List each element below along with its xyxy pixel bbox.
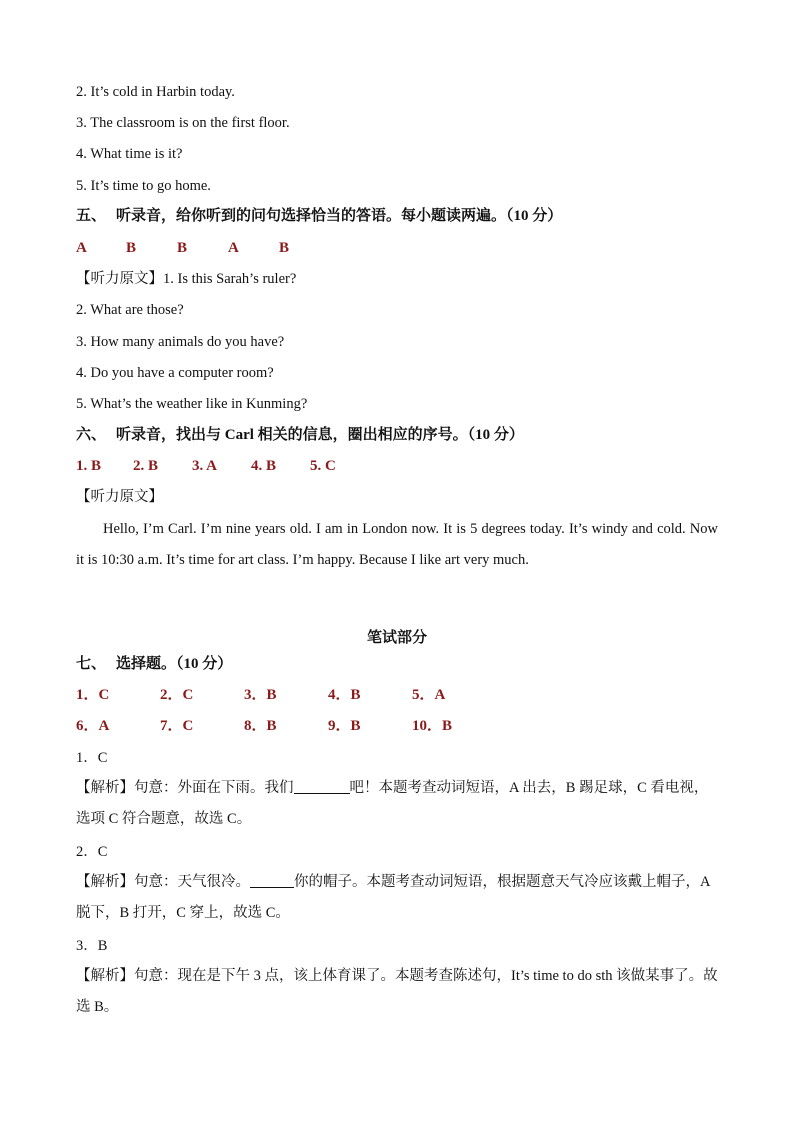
- answer: 4．B: [328, 687, 361, 703]
- answer: B: [126, 240, 137, 256]
- answer: A: [228, 240, 239, 256]
- section-6-heading: [76, 425, 718, 445]
- section-number: 五、: [76, 208, 107, 224]
- answer: 2. B: [133, 458, 159, 474]
- explanation-text: 你的帽子。本题考查动词短语，根据题意天气冷应该戴上帽子，A 脱下，B 打开，C 穿上，故选 C。: [76, 874, 710, 921]
- section-number: 七、: [76, 656, 107, 672]
- answer: A: [76, 240, 87, 256]
- explanation-text: 【解析】句意：外面在下雨。我们: [76, 780, 294, 796]
- answer: 6．A: [76, 718, 110, 734]
- answer: 7．C: [160, 718, 194, 734]
- listening-line: 2. What are those?: [76, 302, 184, 318]
- question-answer: 2．C: [76, 844, 108, 860]
- explanation: [76, 961, 718, 1023]
- section-7-answers-row2: [76, 716, 718, 736]
- answer: 10．B: [412, 718, 453, 734]
- listening-line: 5. What’s the weather like in Kunming?: [76, 396, 308, 412]
- section-title: 听录音，给你听到的问句选择恰当的答语。每小题读两遍。（10 分）: [116, 208, 563, 224]
- written-part-title: 笔试部分: [366, 630, 427, 646]
- answer: 4. B: [251, 458, 277, 474]
- answer: 1．C: [76, 687, 110, 703]
- answer: B: [177, 240, 188, 256]
- question-answer: 3．B: [76, 938, 108, 954]
- question-answer: 1．C: [76, 750, 108, 766]
- answer: 5．A: [412, 687, 446, 703]
- answer: 1. B: [76, 458, 102, 474]
- answer-blank: [294, 779, 350, 794]
- listening-script: 【听力原文】1. Is this Sarah’s ruler?: [76, 271, 297, 287]
- explanation: [76, 867, 718, 929]
- listening-line: 4. Do you have a computer room?: [76, 365, 274, 381]
- answer: 8．B: [244, 718, 277, 734]
- listening-script-label: 【听力原文】: [76, 489, 163, 505]
- section-5-answers: [76, 238, 718, 258]
- section-7-heading: [76, 654, 718, 674]
- answer: B: [279, 240, 290, 256]
- explanation: [76, 773, 718, 835]
- listening-line: 3. The classroom is on the first floor.: [76, 115, 290, 131]
- listening-line: 2. It’s cold in Harbin today.: [76, 84, 235, 100]
- answer: 3．B: [244, 687, 277, 703]
- answer: 9．B: [328, 718, 361, 734]
- listening-line: 5. It’s time to go home.: [76, 178, 211, 194]
- answer-blank: [250, 873, 294, 888]
- section-number: 六、: [76, 427, 107, 443]
- explanation-text: 【解析】句意：现在是下午 3 点，该上体育课了。本题考查陈述句，It’s time to do sth 该做某事了。故选 B。: [76, 968, 718, 1015]
- explanation-text: 【解析】句意：天气很冷。: [76, 874, 250, 890]
- listening-line: 4. What time is it?: [76, 146, 183, 162]
- listening-passage: Hello, I’m Carl. I’m nine years old. I am in London now. It is 5 degrees today. It’s windy and cold. Now it is 10:30 a.m. It’s time for art class. I’m happy. Because I like art very much.: [76, 521, 718, 568]
- answer: 2．C: [160, 687, 194, 703]
- section-5-heading: [76, 206, 718, 226]
- listening-line: 3. How many animals do you have?: [76, 334, 285, 350]
- answer: 3. A: [192, 458, 218, 474]
- section-6-answers: [76, 456, 718, 476]
- explanation-text: 吧！本题考查动词短语，A 出去，B 踢足球，C 看电视，选项 C 符合题意，故选 C。: [76, 780, 709, 827]
- section-7-answers-row1: [76, 685, 718, 705]
- answer: 5. C: [310, 458, 336, 474]
- section-title: 选择题。（10 分）: [116, 656, 233, 672]
- section-title: 听录音，找出与 Carl 相关的信息，圈出相应的序号。（10 分）: [116, 427, 524, 443]
